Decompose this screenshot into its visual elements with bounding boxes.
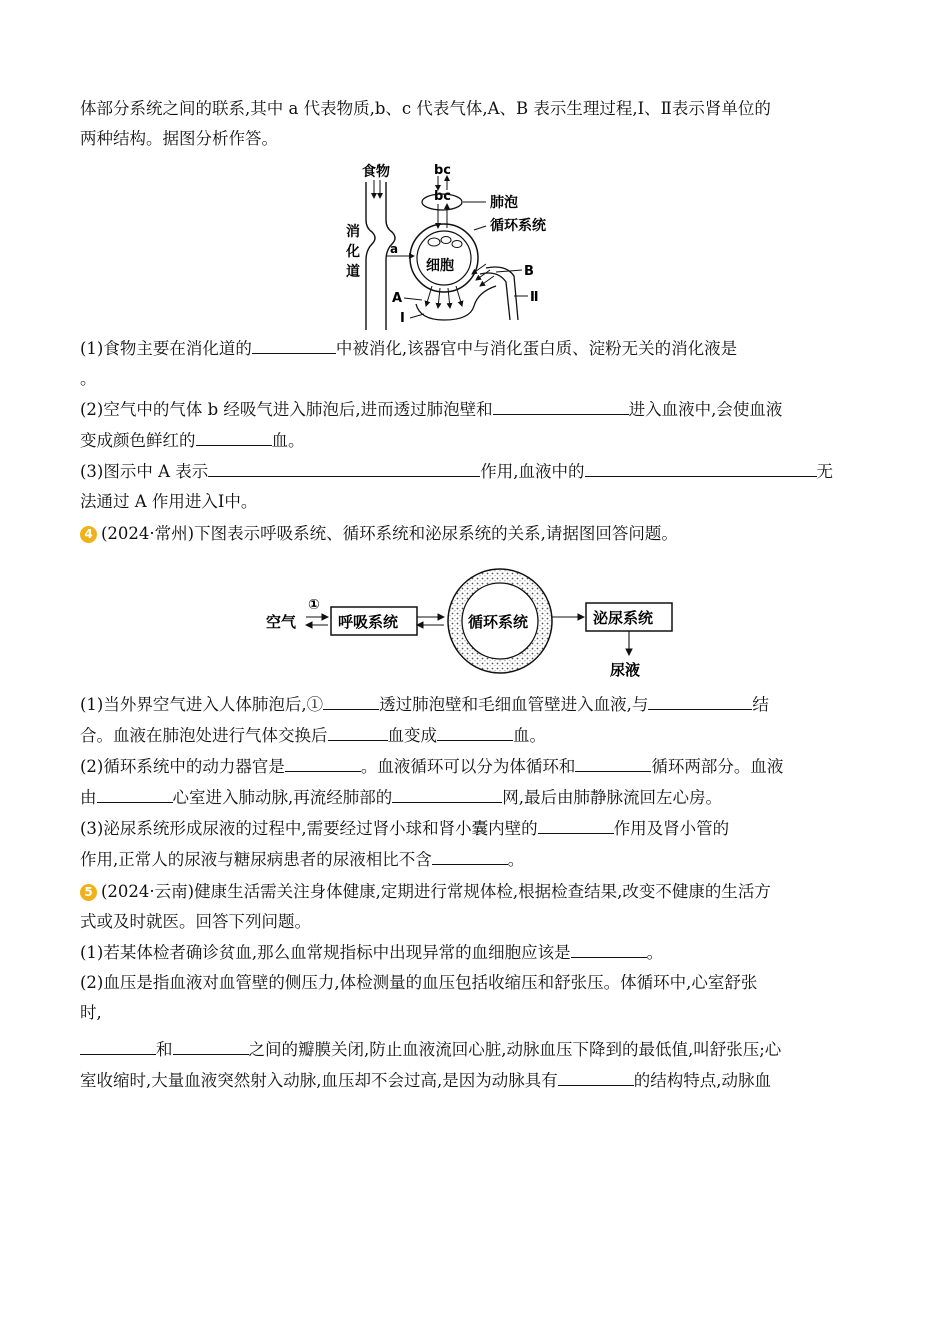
q3-part1-line2 [80,364,872,394]
q4-part1-blank-2[interactable] [648,689,752,710]
q5-part2-text-c: 和 [156,1040,173,1059]
q3-part2-text-d: 血。 [271,431,305,450]
q4-part1-text-b: 透过肺泡壁和毛细血管壁进入血液,与 [379,695,649,714]
alveolus-label: 肺泡 [490,195,518,211]
cell-organelle-2 [441,237,451,244]
q3-part1-text-a: (1)食物主要在消化道的 [80,339,252,358]
q3-part3-text-a: (3)图示中 A 表示 [80,462,209,481]
q5-part2-line2: 时, [80,1003,102,1022]
q4-part1-blank-4[interactable] [437,720,513,741]
process-A-label: A [392,291,403,306]
q4-part2-text-f: 网,最后由肺静脉流回左心房。 [502,788,722,807]
q3-part2-line1 [80,394,872,425]
q5-part1-text-a: (1)若某体检者确诊贫血,那么血常规指标中出现异常的血细胞应该是 [80,943,571,962]
renal-capsule-I [416,286,496,320]
q3-part1-text-b: 中被消化,该器官中与消化蛋白质、淀粉无关的消化液是 [335,339,738,358]
q3-part2-text-c: 变成颜色鲜红的 [80,431,196,450]
cell-organelle-1 [428,238,440,246]
q4-part1-blank-1[interactable] [323,689,379,710]
tract-char-3: 道 [346,264,360,280]
I-leader [410,314,424,318]
figure-body-systems [346,160,606,330]
q4-part3-blank-1[interactable] [538,813,614,834]
q4-stem-text: (2024·常州)下图表示呼吸系统、循环系统和泌尿系统的关系,请据图回答问题。 [101,524,678,543]
q5-part1-text-b: 。 [646,943,664,962]
q4-part2-blank-2[interactable] [575,751,651,772]
q5-part2-text-d: 之间的瓣膜关闭,防止血液流回心脏,动脉血压下降到的最低值,叫舒张压;心 [248,1040,782,1059]
kidney-tube-II-outer [486,267,518,320]
q4-part1-line2 [80,720,872,751]
cell-organelle-3 [452,241,462,248]
q3-part2-text-a: (2)空气中的气体 b 经吸气进入肺泡后,进而透过肺泡壁和 [80,400,493,419]
q5-stem-line2: 式或及时就医。回答下列问题。 [80,912,311,931]
structure-I-label: Ⅰ [400,311,405,326]
q4-part2-blank-1[interactable] [285,751,361,772]
q5-part1-line1 [80,937,872,968]
q4-part3-text-c: 作用,正常人的尿液与糖尿病患者的尿液相比不含 [80,850,432,869]
air-label: 空气 [266,613,297,631]
q4-part2-text-b: 。血液循环可以分为体循环和 [360,757,576,776]
q5-stem-line1 [80,877,872,907]
q5-stem-text-1: (2024·云南)健康生活需关注身体健康,定期进行常规体检,根据检查结果,改变不健康的生活方 [101,882,771,901]
q3-part1-blank-1[interactable] [252,333,336,354]
q5-part2-text-e: 室收缩时,大量血液突然射入动脉,血压却不会过高,是因为动脉具有 [80,1071,558,1090]
q5-part2-line3 [80,1034,872,1065]
q4-part1-text-e: 血变成 [387,726,437,745]
bc-inner-label: bc [434,189,452,204]
q4-part2-text-e: 心室进入肺动脉,再流经肺部的 [172,788,393,807]
q3-part3-text-d: 法通过 A 作用进入Ⅰ中。 [80,492,258,511]
A-leader [404,298,422,300]
q4-part3-blank-2[interactable] [432,844,508,865]
q4-part1-line1 [80,689,872,720]
q4-number-badge: 4 [80,526,97,543]
q5-part1-blank-1[interactable] [571,937,647,958]
body-systems-diagram [346,160,606,330]
q4-part3-text-a: (3)泌尿系统形成尿液的过程中,需要经过肾小球和肾小囊内壁的 [80,819,538,838]
intro-line-2: 两种结构。据图分析作答。 [80,129,278,148]
reabsorption-B-arrow-1 [472,264,486,274]
q4-part3-text-d: 。 [507,850,525,869]
q4-part1-blank-3[interactable] [328,720,388,741]
figure-systems-relation [266,557,686,685]
q4-part2-blank-3[interactable] [97,782,173,803]
kidney-tube-II-inner [480,273,510,320]
q4-part2-line1 [80,751,872,782]
q4-part2-line2 [80,782,872,813]
q4-part2-text-d: 由 [80,788,97,807]
q5-number-badge: 5 [80,884,97,901]
q4-part1-text-a: (1)当外界空气进入人体肺泡后,① [80,695,324,714]
circulatory-label: 循环系统 [468,613,529,631]
circulation-leader [474,226,486,230]
tract-char-1: 消 [346,224,360,240]
systems-relation-diagram [266,557,686,685]
q4-part1-text-c: 结 [752,695,769,714]
q4-part1-text-d: 合。血液在肺泡处进行气体交换后 [80,726,328,745]
bc-top-label: bc [434,163,452,178]
q4-part2-text-c: 循环两部分。血液 [651,757,784,776]
q5-part2-blank-2[interactable] [173,1034,249,1055]
food-label: 食物 [362,164,390,180]
respiratory-label: 呼吸系统 [338,613,399,631]
q5-part2-line4 [80,1065,872,1096]
q4-part3-line1 [80,813,872,844]
q4-part2-text-a: (2)循环系统中的动力器官是 [80,757,285,776]
digestive-tract-left-wall [366,182,375,330]
cell-label: 细胞 [426,258,454,274]
q5-part2-text-f: 的结构特点,动脉血 [633,1071,771,1090]
q3-part2-line2 [80,425,872,456]
q3-part1-line1 [80,333,872,364]
q5-part2-blank-3[interactable] [558,1065,634,1086]
circled-one-label: ① [308,597,320,613]
q3-part2-blank-1[interactable] [493,394,629,415]
circulation-label: 循环系统 [490,218,546,234]
q4-part3-line2 [80,844,872,875]
structure-II-label: Ⅱ [530,290,539,305]
substance-a-label: a [390,242,399,256]
q3-part1-text-c: 。 [80,369,97,388]
intro-line-1: 体部分系统之间的联系,其中 a 代表物质,b、c 代表气体,A、B 表示生理过程,Ⅰ、Ⅱ表示肾单位的 [80,99,771,118]
q3-part3-blank-1[interactable] [208,456,480,477]
q5-part2-line1: (2)血压是指血液对血管壁的侧压力,体检测量的血压包括收缩压和舒张压。体循环中,心室舒张 [80,973,758,992]
q3-part3-line1 [80,456,872,487]
worksheet-page [80,94,872,1096]
tract-char-2: 化 [346,244,360,260]
q3-part3-text-b: 作用,血液中的 [480,462,585,481]
q4-part3-text-b: 作用及肾小管的 [613,819,730,838]
q3-part2-text-b: 进入血液中,会使血液 [628,400,783,419]
urinary-label: 泌尿系统 [593,609,654,627]
q3-part3-blank-2[interactable] [585,456,817,477]
q4-part2-blank-4[interactable] [392,782,502,803]
q3-part2-blank-2[interactable] [196,425,272,446]
q5-part2-blank-1[interactable] [80,1034,156,1055]
q3-part3-text-c: 无 [816,462,834,481]
process-B-label: B [524,264,534,279]
reabsorption-B-arrow-2 [476,270,490,280]
reabsorption-B-arrow-3 [480,276,494,286]
q4-part1-text-f: 血。 [513,726,546,745]
q3-part3-line2 [80,487,872,517]
q4-stem [80,519,872,549]
urine-label: 尿液 [610,661,641,679]
